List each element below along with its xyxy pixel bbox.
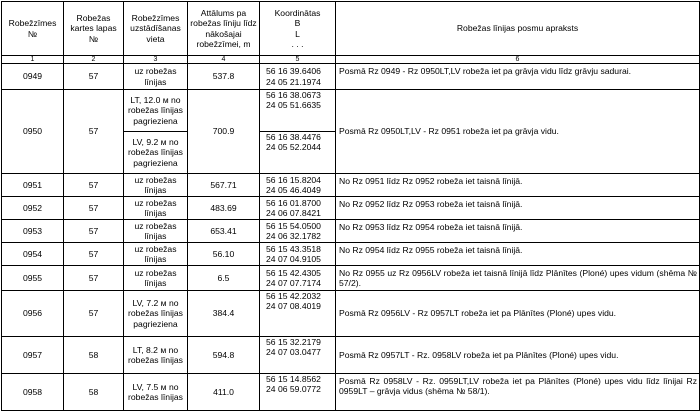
install-place: uz robežas līnijas (124, 243, 188, 266)
install-place: LT, 12.0 м no robežas līnijas pagrieziena (124, 90, 188, 132)
description: No Rz 0954 līdz Rz 0955 robeža iet taisnā līnijā. (336, 243, 700, 266)
marker-id: 0954 (2, 243, 64, 266)
table-row (2, 197, 700, 220)
coord-l: 24 05 51.6635 (266, 100, 321, 111)
coord-l: 24 07 04.9105 (266, 254, 321, 264)
coordinates (260, 337, 336, 374)
install-place: uz robežas līnijas (124, 266, 188, 291)
header-coordinates (260, 2, 336, 56)
coord-b: 56 15 54.0500 (266, 220, 321, 231)
table-row (2, 291, 700, 337)
marker-id: 0950 (2, 90, 64, 174)
map-sheet: 57 (64, 291, 124, 337)
coord-l: 24 06 59.0772 (266, 384, 321, 395)
install-place: uz robežas līnijas (124, 64, 188, 90)
marker-id: 0955 (2, 266, 64, 291)
distance: 483.69 (188, 197, 260, 220)
map-sheet: 58 (64, 374, 124, 411)
coord-l: 24 07 08.4019 (266, 301, 321, 312)
coord-l: 24 07 07.7174 (266, 278, 321, 288)
coordinates (260, 374, 336, 411)
column-number: 6 (336, 56, 700, 64)
coord-b: 56 15 32.2179 (266, 337, 321, 347)
description: Posmā Rz 0950LT,LV - Rz 0951 robeža iet pa grāvja vidu. (336, 90, 700, 174)
header-row (2, 2, 700, 56)
table-row (2, 64, 700, 90)
install-place: uz robežas līnijas (124, 220, 188, 243)
marker-id: 0957 (2, 337, 64, 374)
coordinates (260, 243, 336, 266)
install-place: uz robežas līnijas (124, 197, 188, 220)
install-place: LT, 8.2 м no robežas līnijas (124, 337, 188, 374)
coordinates (260, 132, 336, 174)
distance: 594.8 (188, 337, 260, 374)
coord-b: 56 16 01.8700 (266, 197, 321, 208)
marker-id: 0952 (2, 197, 64, 220)
distance: 56.10 (188, 243, 260, 266)
install-place: LV, 9.2 м no robežas līnijas pagrieziena (124, 132, 188, 174)
border-table (1, 1, 700, 411)
table-row (2, 374, 700, 411)
marker-id: 0951 (2, 174, 64, 197)
column-number: 2 (64, 56, 124, 64)
coordinates (260, 64, 336, 90)
coord-l: 24 06 07.8421 (266, 208, 321, 218)
table-row (2, 220, 700, 243)
coordinates (260, 174, 336, 197)
table-row (2, 243, 700, 266)
coord-b: 56 15 42.2032 (266, 291, 321, 301)
coord-b: 56 15 42.4305 (266, 267, 321, 278)
description: Posmā Rz 0958LV - Rz. 0959LT,LV robeža iet pa Plānītes (Ploné) upes vidu līdz līnijai Rz 0959LT – grāvja vidus (shēma № 58/1). (336, 374, 700, 411)
table-row (2, 337, 700, 374)
map-sheet: 57 (64, 64, 124, 90)
description: Posmā Rz 0957LT - Rz. 0958LV robeža iet pa Plānītes (Ploné) upes vidu. (336, 337, 700, 374)
marker-id: 0956 (2, 291, 64, 337)
coord-l: 24 05 46.4049 (266, 185, 321, 195)
header-map-sheet: Robežas kartes lapas № (64, 2, 124, 56)
coord-l: 24 06 32.1782 (266, 231, 321, 241)
distance: 653.41 (188, 220, 260, 243)
map-sheet: 57 (64, 220, 124, 243)
table-row (2, 90, 700, 132)
install-place: LV, 7.5 м no robežas līnijas (124, 374, 188, 411)
table-row (2, 174, 700, 197)
map-sheet: 58 (64, 337, 124, 374)
description: Posmā Rz 0956LV - Rz 0957LT robeža iet pa Plānītes (Ploné) upes vidu. (336, 291, 700, 337)
map-sheet: 57 (64, 174, 124, 197)
distance: 384.4 (188, 291, 260, 337)
column-number: 5 (260, 56, 336, 64)
column-number-row (2, 56, 700, 64)
distance: 567.71 (188, 174, 260, 197)
header-install-place: Robežzīmes uzstādīšanas vieta (124, 2, 188, 56)
column-number: 1 (2, 56, 64, 64)
coordinates (260, 220, 336, 243)
map-sheet: 57 (64, 266, 124, 291)
header-coordinates-b: B (294, 18, 301, 29)
coordinates (260, 197, 336, 220)
coordinates (260, 266, 336, 291)
header-coordinates-l: L (295, 28, 300, 39)
coordinates (260, 90, 336, 132)
description: No Rz 0951 līdz Rz 0952 robeža iet taisnā līnijā. (336, 174, 700, 197)
coord-l: 24 07 03.0477 (266, 347, 321, 358)
marker-id: 0953 (2, 220, 64, 243)
table-row (2, 266, 700, 291)
map-sheet: 57 (64, 243, 124, 266)
distance: 411.0 (188, 374, 260, 411)
marker-id: 0958 (2, 374, 64, 411)
coord-b: 56 16 39.6406 (266, 66, 321, 77)
coord-b: 56 15 43.3518 (266, 243, 321, 254)
description: No Rz 0952 līdz Rz 0953 robeža iet taisnā līnijā. (336, 197, 700, 220)
coord-b: 56 16 15.8204 (266, 174, 321, 185)
distance: 6.5 (188, 266, 260, 291)
coord-b: 56 15 14.8562 (266, 374, 321, 384)
install-place: LV, 7.2 м no robežas līnijas pagrieziena (124, 291, 188, 337)
header-marker-no: Robežzīmes № (2, 2, 64, 56)
map-sheet: 57 (64, 90, 124, 174)
header-coordinates-label: Koordinātas (274, 8, 321, 19)
header-distance: Attālums pa robežas līniju līdz nākošajai robežzīmei, m (188, 2, 260, 56)
install-place: uz robežas līnijas (124, 174, 188, 197)
coord-l: 24 05 52.2044 (266, 142, 321, 153)
description: No Rz 0953 līdz Rz 0954 robeža iet taisnā līnijā. (336, 220, 700, 243)
coordinates (260, 291, 336, 337)
column-number: 3 (124, 56, 188, 64)
coord-b: 56 16 38.0673 (266, 90, 321, 100)
map-sheet: 57 (64, 197, 124, 220)
description: No Rz 0955 uz Rz 0956LV robeža iet taisnā līnijā līdz Plānītes (Ploné) upes vidum (shēma № 57/2). (336, 266, 700, 291)
header-description: Robežas līnijas posmu apraksts (336, 2, 700, 56)
distance: 537.8 (188, 64, 260, 90)
column-number: 4 (188, 56, 260, 64)
coord-l: 24 05 21.1974 (266, 76, 321, 87)
description: Posmā Rz 0949 - Rz 0950LT,LV robeža iet pa grāvja vidu līdz grāvju sadurai. (336, 64, 700, 90)
marker-id: 0949 (2, 64, 64, 90)
coord-b: 56 16 38.4476 (266, 132, 321, 142)
header-coordinates-dots: . . . (291, 38, 304, 49)
distance: 700.9 (188, 90, 260, 174)
